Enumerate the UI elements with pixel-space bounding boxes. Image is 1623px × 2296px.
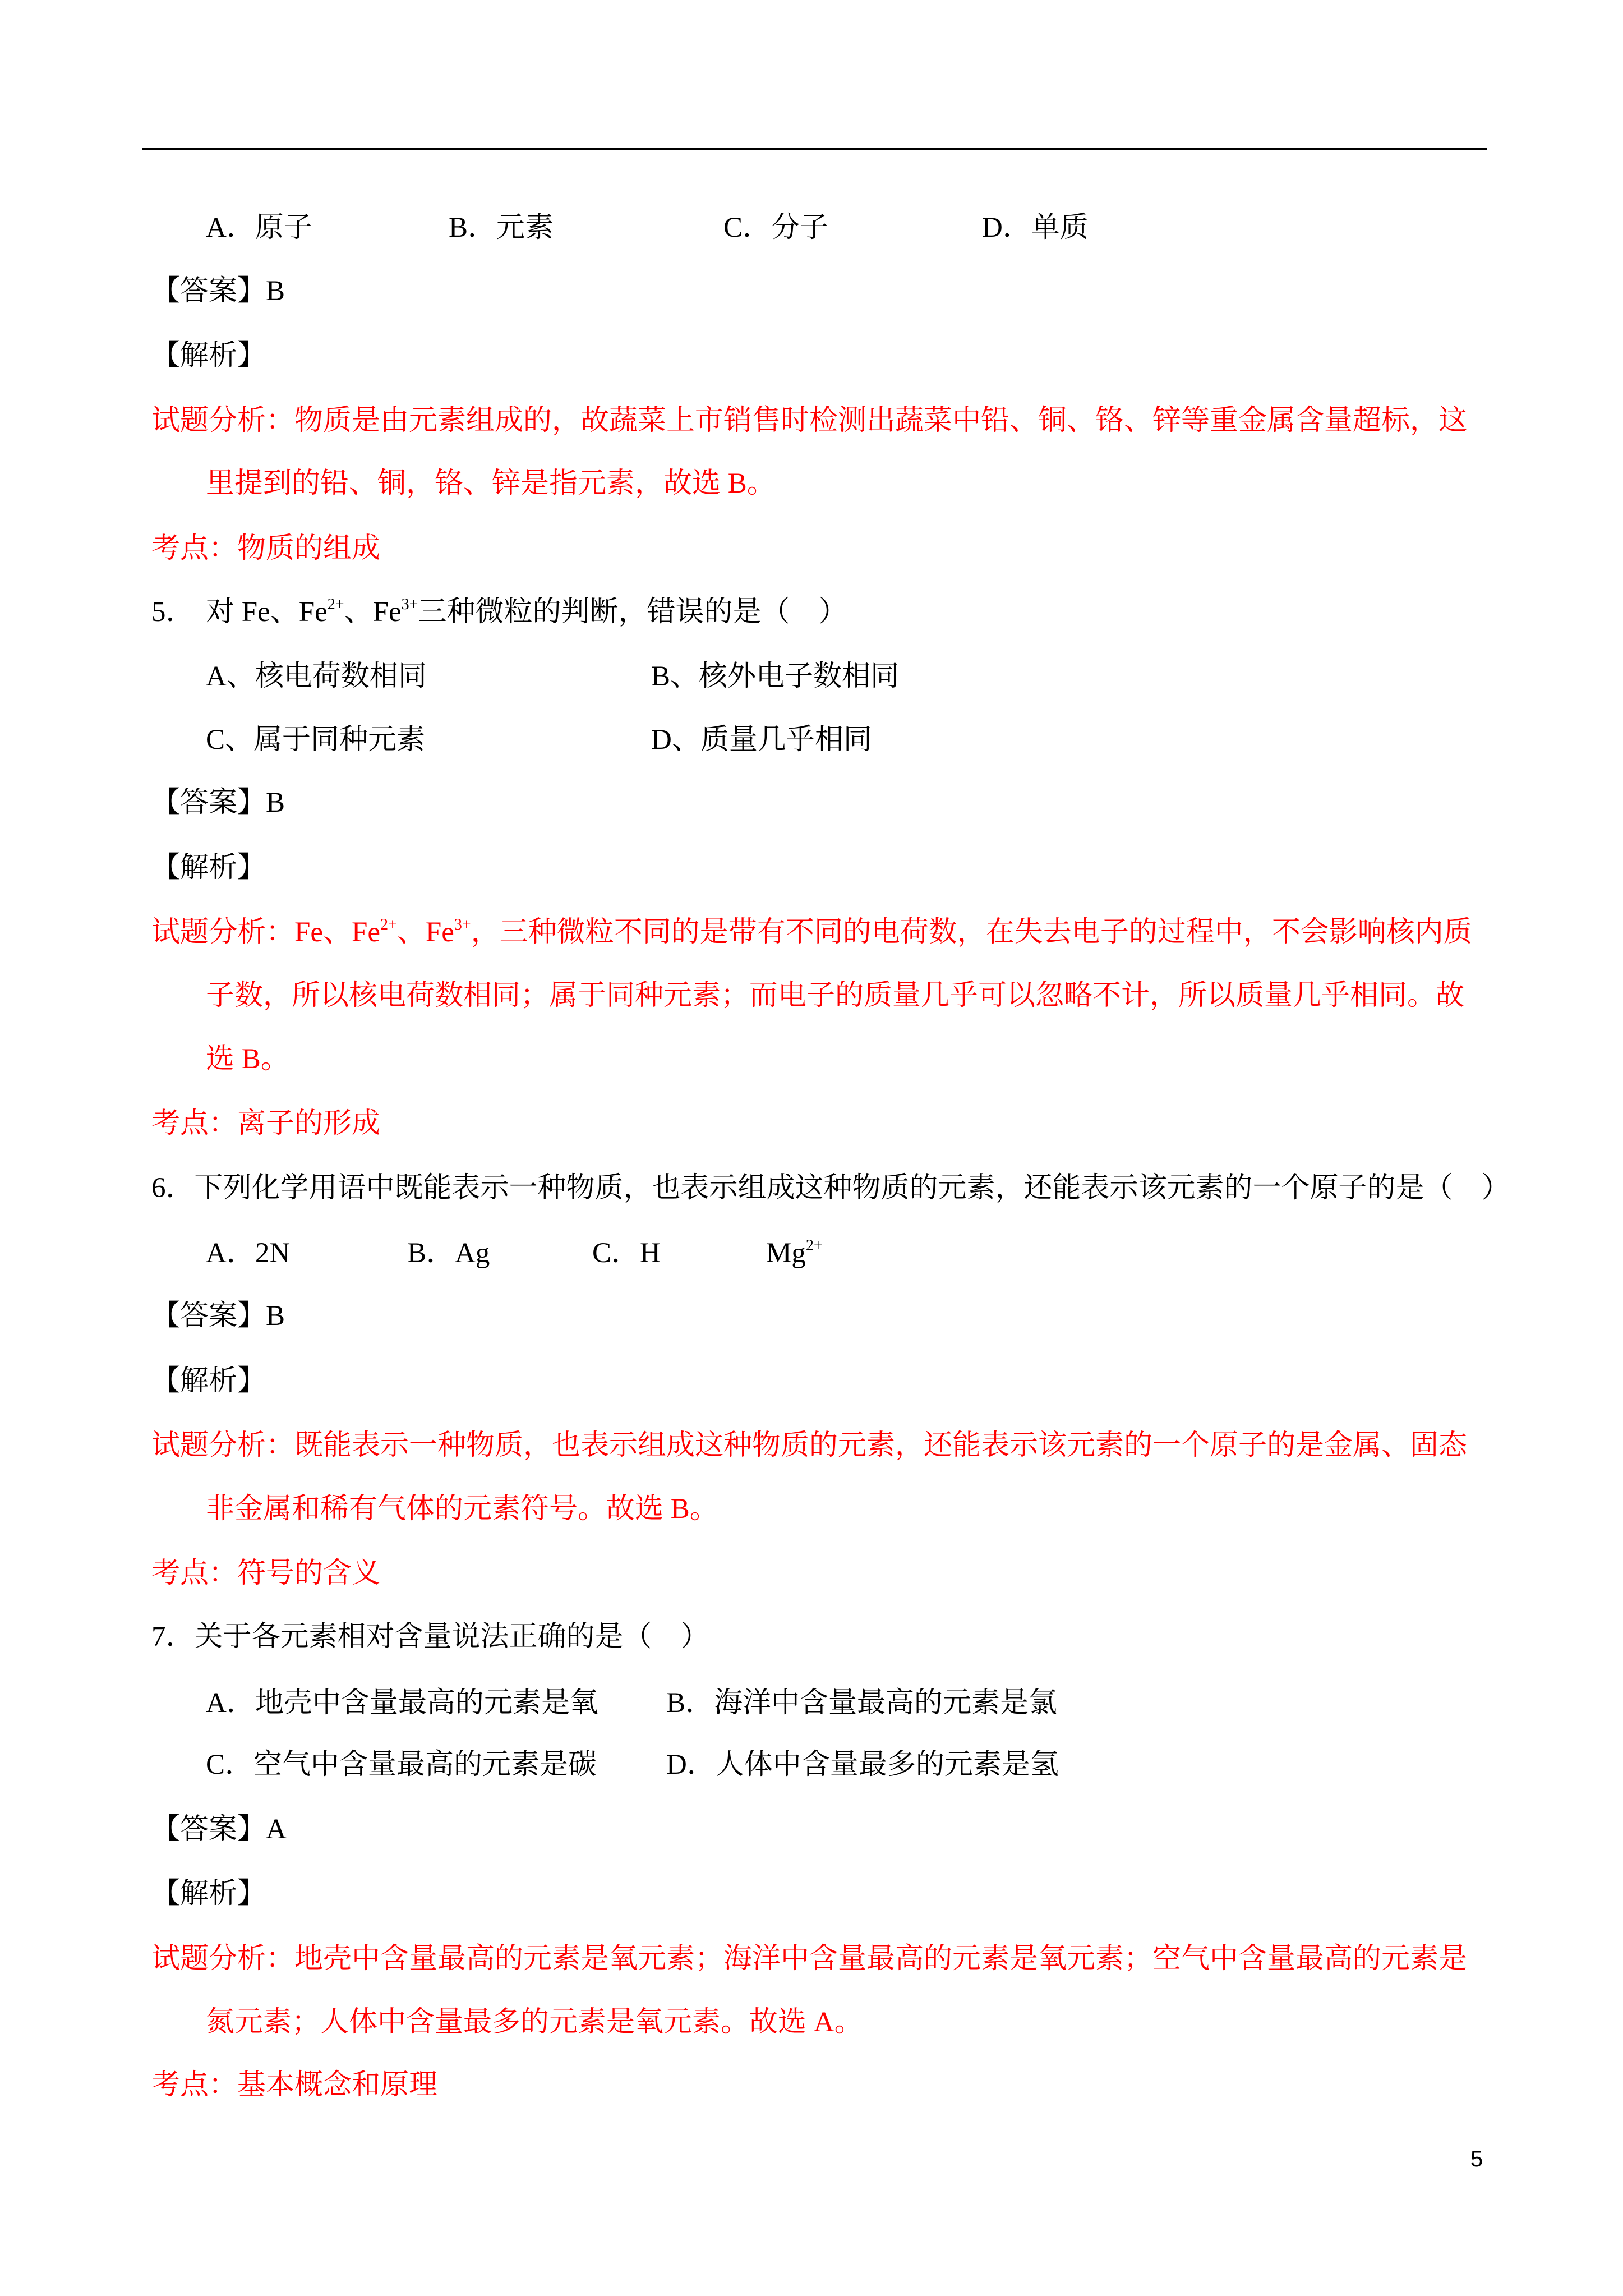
- q5-stem: [206, 595, 847, 629]
- q5-analysis-line-2: 子数，所以核电荷数相同；属于同种元素；而电子的质量几乎可以忽略不计，所以质量几乎相同。故: [206, 980, 1465, 1011]
- q7-key-point: 考点：基本概念和原理: [151, 2069, 438, 2101]
- q7-option-a: A．地壳中含量最高的元素是氧: [206, 1687, 598, 1719]
- q5-analysis-line-3: 选 B。: [206, 1043, 289, 1075]
- q5-analysis-charge-fe2: 2+: [380, 915, 397, 933]
- q6-option-a: A．2N: [206, 1237, 291, 1269]
- q5-stem-charge-fe3: 3+: [401, 595, 418, 613]
- q4-analysis-heading: 【解析】: [151, 340, 266, 371]
- q6-option-b: B．Ag: [407, 1237, 490, 1269]
- q7-analysis-line-2: 氮元素；人体中含量最多的元素是氧元素。故选 A。: [206, 2007, 863, 2038]
- q6-stem: 6．下列化学用语中既能表示一种物质，也表示组成这种物质的元素，还能表示该元素的一个原子的是（ ）: [151, 1172, 1510, 1204]
- q5-stem-text-3: 三种微粒的判断，错误的是（ ）: [418, 596, 847, 628]
- q6-option-c: C．H: [592, 1237, 661, 1269]
- q4-option-a: A．原子: [206, 212, 312, 243]
- q5-number: 5．: [151, 596, 195, 628]
- q5-key-point: 考点：离子的形成: [151, 1108, 381, 1139]
- q5-option-b: B、核外电子数相同: [651, 661, 900, 692]
- q5-analysis-charge-fe3: 3+: [454, 915, 471, 933]
- q6-answer: 【答案】B: [151, 1300, 285, 1332]
- q5-option-d: D、质量几乎相同: [651, 724, 872, 756]
- q5-analysis-line-1: [151, 915, 1472, 949]
- q6-analysis-line-1: 试题分析：既能表示一种物质，也表示组成这种物质的元素，还能表示该元素的一个原子的是金属、固态: [151, 1430, 1468, 1461]
- q5-analysis-text-1: 试题分析：Fe、Fe: [151, 917, 381, 948]
- q5-stem-text-1: 对 Fe、Fe: [206, 596, 328, 628]
- q5-answer: 【答案】B: [151, 787, 285, 818]
- q4-answer: 【答案】B: [151, 275, 285, 307]
- q5-stem-charge-fe2: 2+: [327, 595, 344, 613]
- q7-stem: 7．关于各元素相对含量说法正确的是（ ）: [151, 1621, 709, 1653]
- q7-option-c: C．空气中含量最高的元素是碳: [206, 1749, 597, 1780]
- q4-option-b: B．元素: [449, 212, 554, 243]
- q5-analysis-heading: 【解析】: [151, 852, 266, 884]
- q4-option-c: C．分子: [723, 212, 829, 243]
- q7-option-b: B．海洋中含量最高的元素是氯: [666, 1687, 1058, 1719]
- q5-stem-text-2: 、Fe: [344, 596, 402, 628]
- q4-key-point: 考点：物质的组成: [151, 533, 381, 564]
- q5-option-c: C、属于同种元素: [206, 724, 426, 756]
- q6-key-point: 考点：符号的含义: [151, 1558, 381, 1589]
- q6-analysis-line-2: 非金属和稀有气体的元素符号。故选 B。: [206, 1493, 718, 1525]
- q4-analysis-line-1: 试题分析：物质是由元素组成的，故蔬菜上市销售时检测出蔬菜中铅、铜、铬、锌等重金属含量超标，这: [151, 405, 1468, 436]
- q6-option-mg-symbol: Mg: [766, 1237, 806, 1269]
- q5-analysis-text-2: 、Fe: [396, 917, 454, 948]
- q6-option-mg-charge: 2+: [805, 1236, 823, 1254]
- q5-analysis-text-3: ，三种微粒不同的是带有不同的电荷数，在失去电子的过程中，不会影响核内质: [471, 917, 1472, 948]
- q6-analysis-heading: 【解析】: [151, 1365, 266, 1397]
- q5-option-a: A、核电荷数相同: [206, 661, 427, 692]
- q7-analysis-heading: 【解析】: [151, 1878, 266, 1910]
- header-rule: [142, 148, 1487, 150]
- page-number: 5: [1470, 2147, 1483, 2171]
- q7-option-d: D．人体中含量最多的元素是氢: [666, 1749, 1059, 1780]
- q6-option-mg: [766, 1236, 823, 1270]
- q7-analysis-line-1: 试题分析：地壳中含量最高的元素是氧元素；海洋中含量最高的元素是氧元素；空气中含量最高的元素是: [151, 1943, 1468, 1975]
- q7-answer: 【答案】A: [151, 1814, 287, 1845]
- q4-option-d: D．单质: [982, 212, 1089, 243]
- q4-analysis-line-2: 里提到的铅、铜，铬、锌是指元素，故选 B。: [206, 468, 776, 499]
